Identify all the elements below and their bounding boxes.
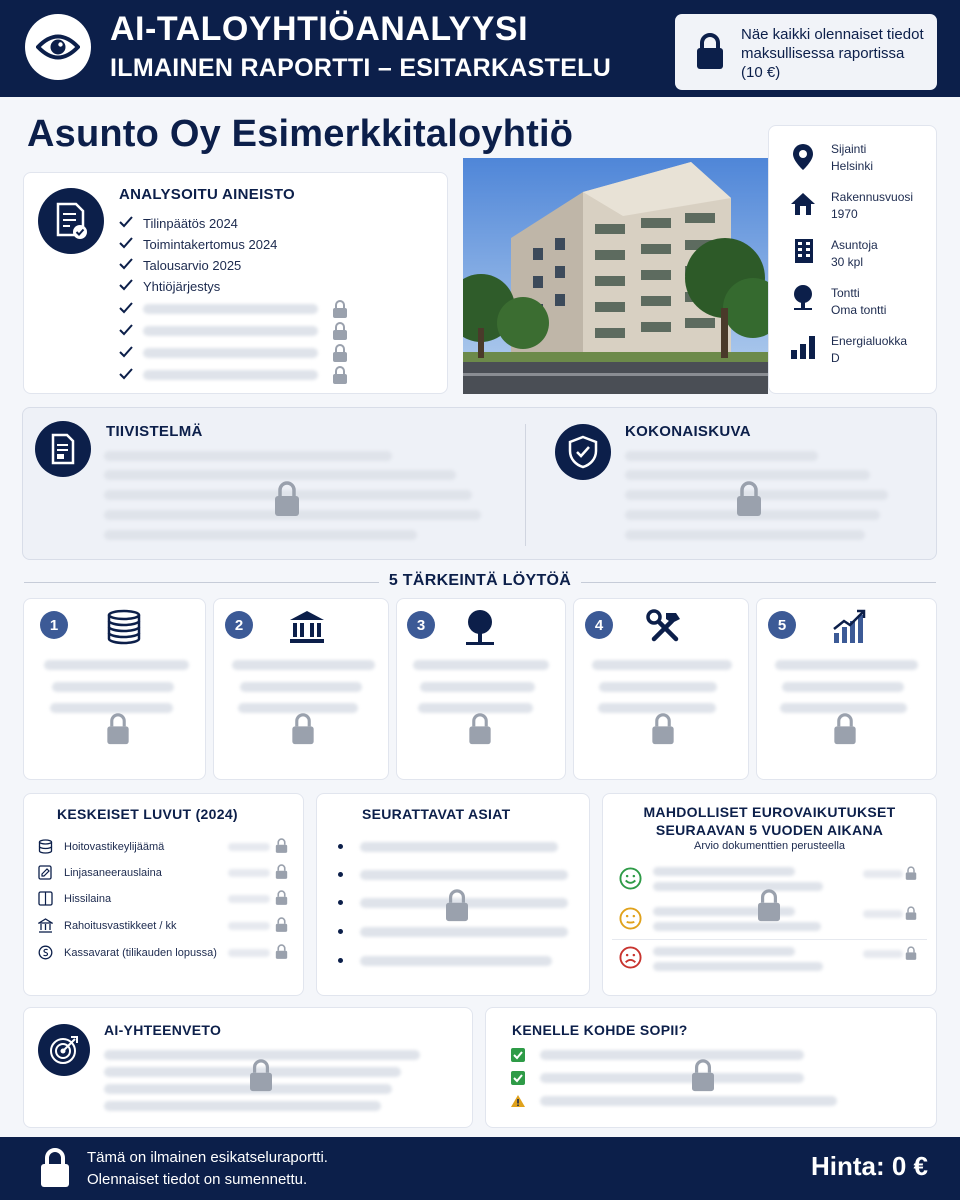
euro-effects-subtitle: Arvio dokumenttien perusteella: [693, 840, 846, 852]
finding-number: 4: [585, 611, 613, 639]
lock-icon: [905, 906, 917, 921]
bullet: [338, 958, 343, 963]
warning-icon: [510, 1094, 526, 1108]
coins-icon: [106, 609, 142, 645]
bullet: [338, 900, 343, 905]
lock-icon: [444, 889, 470, 922]
finding-number: 1: [40, 611, 68, 639]
lock-icon: [832, 713, 858, 745]
blurred-text: [360, 870, 568, 880]
checkbox-checked-icon: [511, 1071, 525, 1085]
apartments-value: 30 kpl: [831, 255, 864, 269]
app-title: AI-TALOYHTIÖANALYYSI: [110, 10, 529, 48]
lock-icon: [38, 1147, 72, 1189]
material-item: Tilinpäätös 2024: [143, 216, 238, 231]
blurred-text: [360, 956, 552, 966]
blurred-text: [540, 1073, 804, 1083]
check-icon: [119, 368, 133, 380]
bullet: [338, 929, 343, 934]
material-item: Talousarvio 2025: [143, 258, 242, 273]
lock-icon: [275, 864, 288, 880]
header-bar: [0, 0, 960, 97]
blurred-value: [228, 895, 270, 903]
target-icon: [38, 1024, 90, 1076]
divider: [525, 424, 526, 546]
blurred-value: [863, 950, 903, 958]
blurred-text: [653, 947, 795, 956]
check-icon: [119, 346, 133, 358]
blurred-text: [44, 660, 189, 670]
lock-icon: [332, 300, 348, 319]
blurred-text: [232, 660, 375, 670]
material-item: Yhtiöjärjestys: [143, 279, 221, 294]
metric-label: Hissilaina: [64, 893, 112, 905]
row-divider: [612, 939, 927, 940]
apartment-building-icon: [794, 238, 814, 264]
growth-chart-icon: [832, 609, 866, 645]
check-icon: [119, 258, 133, 270]
blurred-text: [104, 470, 456, 480]
footer-note-1: Tämä on ilmainen esikatseluraportti.: [87, 1149, 328, 1166]
check-icon: [119, 279, 133, 291]
blurred-text: [782, 682, 904, 692]
check-icon: [119, 302, 133, 314]
document-list-icon: [35, 421, 91, 477]
neutral-face-icon: [619, 907, 642, 930]
blurred-text: [418, 703, 533, 713]
blurred-text: [599, 682, 717, 692]
materials-title: ANALYSOITU AINEISTO: [119, 186, 296, 203]
key-figures-title: KESKEISET LUVUT (2024): [57, 806, 238, 822]
energy-label: Energialuokka: [831, 334, 908, 348]
year-value: 1970: [831, 207, 858, 221]
bullet: [338, 844, 343, 849]
blurred-value: [228, 922, 270, 930]
finding-number: 5: [768, 611, 796, 639]
lock-icon: [275, 917, 288, 933]
bank-icon: [38, 918, 53, 933]
findings-title: 5 TÄRKEINTÄ LÖYTÖÄ: [379, 572, 581, 589]
blurred-value: [863, 870, 903, 878]
lock-icon: [273, 481, 301, 517]
summary-title: TIIVISTELMÄ: [106, 423, 203, 440]
check-icon: [119, 216, 133, 228]
blurred-text: [540, 1096, 837, 1106]
blurred-text: [592, 660, 732, 670]
lock-icon: [248, 1059, 274, 1092]
energy-value: D: [831, 351, 840, 365]
elevator-icon: [38, 891, 53, 906]
sad-face-icon: [619, 946, 642, 969]
blurred-value: [863, 910, 903, 918]
building-photo: [463, 158, 768, 394]
check-icon: [119, 324, 133, 336]
document-check-icon: [38, 188, 104, 254]
lock-icon: [695, 33, 725, 71]
blurred-text: [598, 703, 716, 713]
metric-label: Hoitovastikeylijäämä: [64, 841, 165, 853]
blurred-text: [50, 703, 173, 713]
plot-label: Tontti: [831, 286, 860, 300]
blurred-value: [228, 869, 270, 877]
lock-icon: [756, 889, 782, 922]
finding-number: 2: [225, 611, 253, 639]
lock-icon: [905, 866, 917, 881]
document-edit-icon: [38, 865, 53, 880]
lock-icon: [332, 366, 348, 385]
finding-number: 3: [407, 611, 435, 639]
bank-icon: [288, 609, 326, 645]
material-item: Toimintakertomus 2024: [143, 237, 278, 252]
blurred-text: [625, 451, 818, 461]
lock-icon: [735, 481, 763, 517]
year-label: Rakennusvuosi: [831, 190, 914, 204]
blurred-text: [413, 660, 549, 670]
eye-icon: [25, 14, 91, 80]
location-value: Helsinki: [831, 159, 874, 173]
lock-icon: [290, 713, 316, 745]
metric-label: Rahoitusvastikkeet / kk: [64, 920, 177, 932]
blurred-text: [360, 842, 558, 852]
blurred-text: [780, 703, 907, 713]
blurred-text: [238, 703, 358, 713]
blurred-text: [104, 530, 417, 540]
blurred-text: [625, 530, 865, 540]
app-subtitle: ILMAINEN RAPORTTI – ESITARKASTELU: [110, 54, 612, 82]
blurred-text: [420, 682, 535, 692]
unlock-text: Näe kaikki olennaiset tiedot maksullisessa raportissa (10 €): [741, 26, 924, 81]
house-icon: [790, 192, 816, 216]
footer-note-2: Olennaiset tiedot on sumennettu.: [87, 1171, 308, 1188]
blurred-value: [228, 949, 270, 957]
checkbox-checked-icon: [511, 1048, 525, 1062]
blurred-text: [653, 882, 823, 891]
blurred-text: [143, 370, 318, 380]
tools-icon: [646, 609, 682, 645]
blurred-text: [143, 326, 318, 336]
lock-icon: [650, 713, 676, 745]
check-icon: [119, 237, 133, 249]
apartments-label: Asuntoja: [831, 238, 878, 252]
euro-effects-title-1: MAHDOLLISET EUROVAIKUTUKSET: [643, 804, 896, 820]
footer-bar: [0, 1137, 960, 1200]
energy-bars-icon: [790, 335, 816, 359]
lock-icon: [332, 344, 348, 363]
blurred-text: [143, 348, 318, 358]
blurred-text: [104, 1101, 381, 1111]
blurred-text: [143, 304, 318, 314]
blurred-text: [653, 867, 795, 876]
tree-icon: [463, 608, 497, 646]
overview-title: KOKONAISKUVA: [625, 423, 751, 440]
blurred-text: [775, 660, 918, 670]
blurred-text: [360, 927, 568, 937]
happy-face-icon: [619, 867, 642, 890]
euro-effects-title-2: SEURAAVAN 5 VUODEN AIKANA: [655, 822, 884, 838]
lock-icon: [905, 946, 917, 961]
ai-summary-title: AI-YHTEENVETO: [104, 1022, 222, 1038]
to-follow-title: SEURATTAVAT ASIAT: [362, 806, 511, 822]
blurred-text: [625, 470, 870, 480]
lock-icon: [105, 713, 131, 745]
plot-value: Oma tontti: [831, 303, 887, 317]
blurred-text: [653, 922, 821, 931]
findings-heading: [0, 572, 960, 590]
metric-label: Kassavarat (tilikauden lopussa): [64, 947, 217, 959]
bullet: [338, 872, 343, 877]
lock-icon: [275, 944, 288, 960]
blurred-text: [104, 451, 392, 461]
tree-icon: [791, 284, 815, 312]
location-label: Sijainti: [831, 142, 867, 156]
money-circle-icon: [38, 945, 53, 960]
company-name: Asunto Oy Esimerkkitaloyhtiö: [27, 113, 574, 155]
shield-check-icon: [555, 424, 611, 480]
blurred-text: [52, 682, 174, 692]
metric-label: Linjasaneerauslaina: [64, 867, 162, 879]
blurred-text: [653, 962, 823, 971]
lock-icon: [467, 713, 493, 745]
blurred-text: [540, 1050, 804, 1060]
suits-title: KENELLE KOHDE SOPII?: [512, 1022, 688, 1038]
blurred-value: [228, 843, 270, 851]
price-label: Hinta: 0 €: [810, 1151, 928, 1181]
lock-icon: [332, 322, 348, 341]
lock-icon: [690, 1059, 716, 1092]
coins-icon: [38, 839, 53, 854]
location-pin-icon: [792, 143, 814, 171]
blurred-text: [240, 682, 362, 692]
lock-icon: [275, 838, 288, 854]
unlock-paid-report-button[interactable]: [675, 14, 937, 90]
lock-icon: [275, 890, 288, 906]
